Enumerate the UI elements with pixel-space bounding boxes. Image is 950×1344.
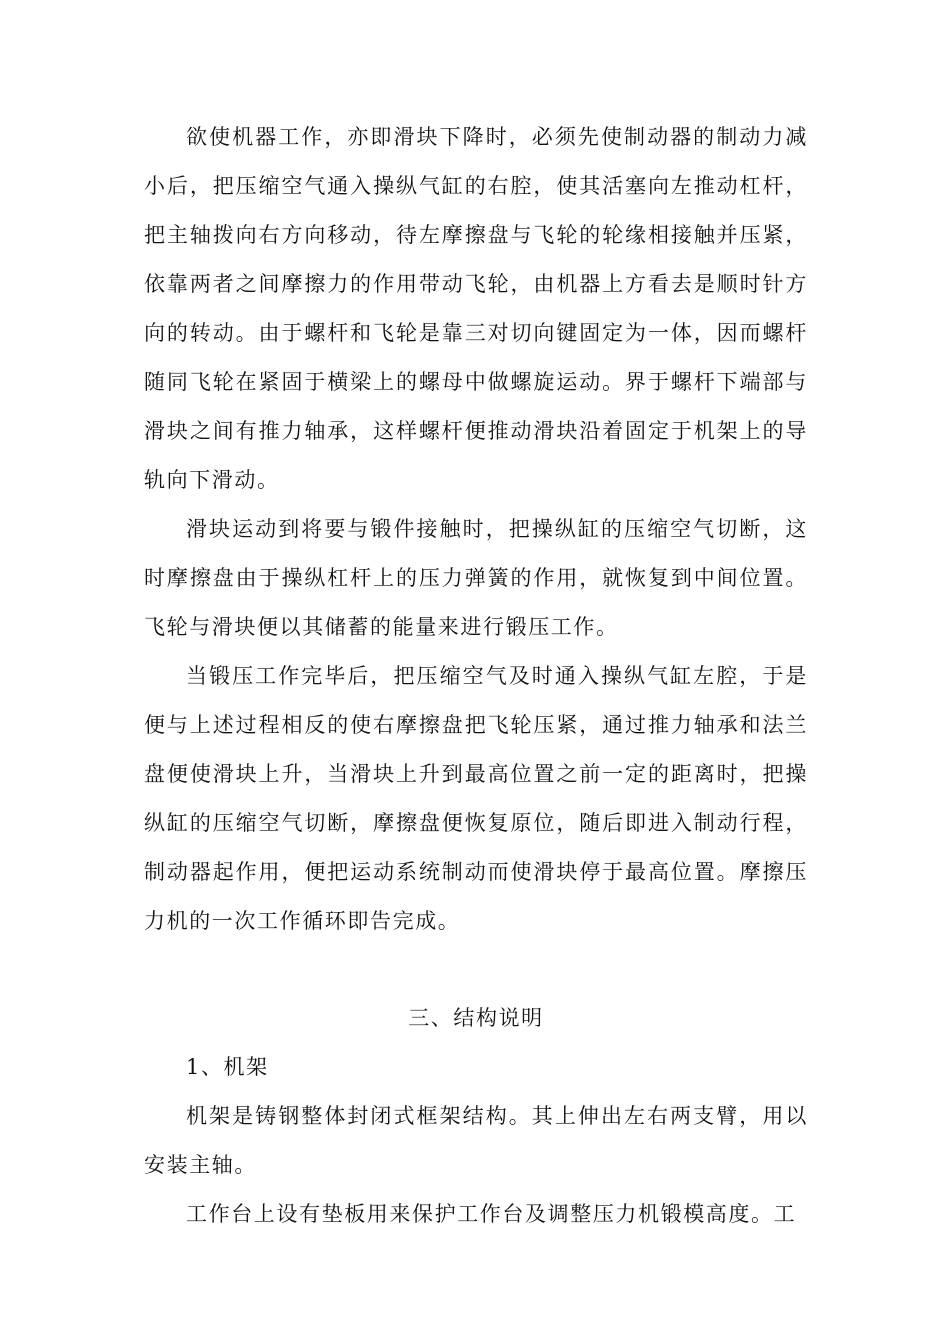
section-heading: 三、结构说明 bbox=[408, 1006, 544, 1030]
subsection-heading: 1、机架 bbox=[186, 1055, 269, 1079]
paragraph-slider-contact: 滑块运动到将要与锻件接触时，把操纵缸的压缩空气切断，这时摩擦盘由于操纵杠杆上的压力弹簧的作用，就恢复到中间位置。飞轮与滑块便以其储蓄的能量来进行锻压工作。 bbox=[144, 517, 808, 639]
paragraph-frame-structure: 机架是铸钢整体封闭式框架结构。其上伸出左右两支臂，用以安装主轴。 bbox=[144, 1104, 808, 1177]
paragraph-forging-complete: 当锻压工作完毕后，把压缩空气及时通入操纵气缸左腔，于是便与上述过程相反的使右摩擦盘把飞轮压紧，通过推力轴承和法兰盘便使滑块上升，当滑块上升到最高位置之前一定的距离时，把操纵缸的压缩空气切断，摩擦盘便恢复原位，随后即进入制动行程，制动器起作用，便把运动系统制动而使滑块停于最高位置。摩擦压力机的一次工作循环即告完成。 bbox=[144, 664, 808, 933]
paragraph-machine-operation: 欲使机器工作，亦即滑块下降时，必须先使制动器的制动力减小后，把压缩空气通入操纵气缸的右腔，使其活塞向左推动杠杆，把主轴拨向右方向移动，待左摩擦盘与飞轮的轮缘相接触并压紧，依靠两者之间摩擦力的作用带动飞轮，由机器上方看去是顺时针方向的转动。由于螺杆和飞轮是靠三对切向键固定为一体，因而螺杆随同飞轮在紧固于横梁上的螺母中做螺旋运动。界于螺杆下端部与滑块之间有推力轴承，这样螺杆便推动滑块沿着固定于机架上的导轨向下滑动。 bbox=[144, 125, 808, 492]
section-spacer bbox=[144, 946, 808, 994]
paragraph-worktable: 工作台上设有垫板用来保护工作台及调整压力机锻模高度。工 bbox=[186, 1202, 797, 1226]
document-body bbox=[144, 113, 808, 1239]
